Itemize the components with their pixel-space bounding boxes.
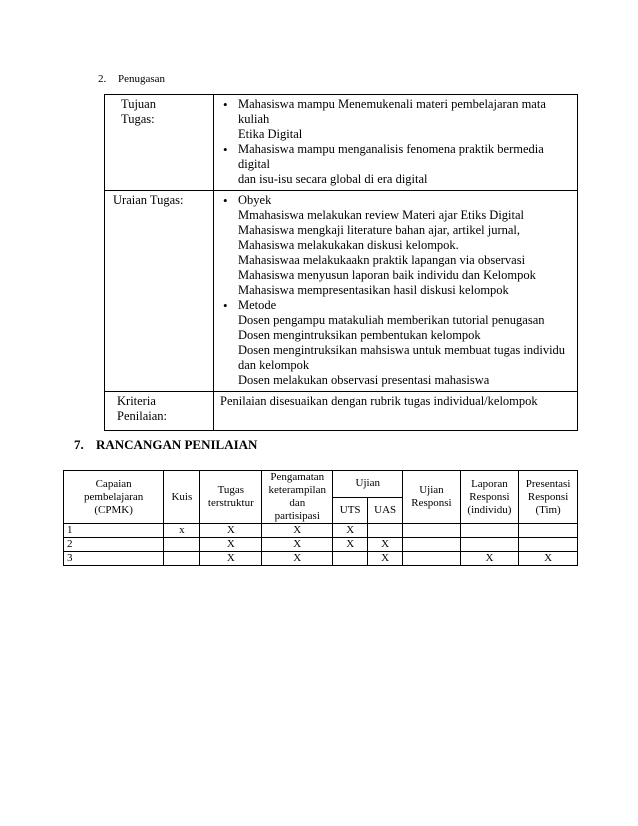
table-cell xyxy=(403,524,460,538)
table-cell xyxy=(519,524,578,538)
kriteria-row xyxy=(105,392,578,431)
header-uts: UTS xyxy=(333,497,368,524)
text-line: Dosen melakukan observasi presentasi mahasiswa xyxy=(238,373,490,387)
header-text: Tugas xyxy=(217,484,245,496)
section-number: 2. xyxy=(98,73,107,85)
tugas-table xyxy=(104,94,578,431)
table-cell: 2 xyxy=(64,538,164,552)
header-text: dan xyxy=(289,497,306,509)
tujuan-row xyxy=(105,95,578,191)
table-cell xyxy=(368,524,403,538)
header-text: Responsi xyxy=(469,490,510,503)
header-text: (individu) xyxy=(467,503,512,516)
table-cell: X xyxy=(519,552,578,566)
header-row xyxy=(64,471,578,498)
header-text: Responsi xyxy=(411,497,452,509)
uraian-label: Uraian Tugas: xyxy=(105,191,214,392)
table-row xyxy=(64,524,578,538)
header-text: Responsi xyxy=(527,490,569,503)
header-kuis: Kuis xyxy=(164,471,200,524)
tujuan-content xyxy=(214,95,578,191)
header-uas: UAS xyxy=(368,497,403,524)
tujuan-label-line2: Tugas: xyxy=(121,112,155,126)
header-text: Capaian xyxy=(95,477,132,490)
table-cell xyxy=(519,538,578,552)
header-pengamatan xyxy=(262,471,333,524)
kriteria-label-line1: Kriteria xyxy=(117,394,156,408)
list-item xyxy=(220,142,571,187)
text-line: Etika Digital xyxy=(238,127,303,141)
header-text: (Tim) xyxy=(535,503,561,516)
section-number: 7. xyxy=(74,437,84,452)
table-row xyxy=(64,552,578,566)
table-cell: X xyxy=(200,538,262,552)
header-tugas xyxy=(200,471,262,524)
header-text: terstruktur xyxy=(207,497,254,509)
uraian-content xyxy=(214,191,578,392)
table-row xyxy=(64,538,578,552)
header-ujian: Ujian xyxy=(333,471,403,498)
list-item xyxy=(220,97,571,142)
header-cpmk xyxy=(64,471,164,524)
table-cell: X xyxy=(200,552,262,566)
text-line: Mahasiswa menyusun laporan baik individu dan Kelompok xyxy=(238,268,536,282)
table-cell: X xyxy=(333,524,368,538)
text-line: • Mahasiswa mampu Menemukenali materi pembelajaran mata kuliah xyxy=(238,97,546,126)
kriteria-content: Penilaian disesuaikan dengan rubrik tugas individual/kelompok xyxy=(214,392,578,431)
obyek-title: • Obyek xyxy=(238,193,272,207)
table-cell xyxy=(164,552,200,566)
list-item-metode xyxy=(220,298,571,388)
section-title: RANCANGAN PENILAIAN xyxy=(96,437,258,452)
text-line: Dosen pengampu matakuliah memberikan tutorial penugasan xyxy=(238,313,545,327)
header-laporan xyxy=(460,471,519,524)
table-cell: X xyxy=(200,524,262,538)
table-cell xyxy=(333,552,368,566)
header-ujian-responsi xyxy=(403,471,460,524)
section-title: Penugasan xyxy=(118,73,166,85)
text-line: dan kelompok xyxy=(238,358,310,372)
header-text: partisipasi xyxy=(274,510,320,522)
text-line: dan isu-isu secara global di era digital xyxy=(238,172,428,186)
section-heading-penugasan xyxy=(98,73,165,85)
text-line: Dosen mengintruksikan pembentukan kelompok xyxy=(238,328,481,342)
table-cell: 3 xyxy=(64,552,164,566)
table-cell: X xyxy=(262,524,333,538)
table-cell: 1 xyxy=(64,524,164,538)
table-cell: X xyxy=(262,538,333,552)
table-cell xyxy=(460,524,519,538)
tujuan-label-line1: Tujuan xyxy=(121,97,156,111)
kriteria-label xyxy=(105,392,214,431)
table-cell: X xyxy=(368,552,403,566)
text-line: Mahasiswaa melakukaakn praktik lapangan via observasi xyxy=(238,253,526,267)
table-cell: X xyxy=(460,552,519,566)
header-text: keterampilan xyxy=(268,484,326,496)
table-cell xyxy=(164,538,200,552)
table-cell xyxy=(460,538,519,552)
table-cell: X xyxy=(368,538,403,552)
text-line: Mahasiswa mempresentasikan hasil diskusi kelompok xyxy=(238,283,509,297)
table-cell: X xyxy=(262,552,333,566)
uraian-row xyxy=(105,191,578,392)
tujuan-label xyxy=(105,95,214,191)
header-text: (CPMK) xyxy=(94,503,133,516)
penilaian-table xyxy=(63,470,578,566)
text-line: Dosen mengintruksikan mahsiswa untuk membuat tugas individu xyxy=(238,343,566,357)
kriteria-label-line2: Penilaian: xyxy=(117,409,167,423)
table-cell xyxy=(403,538,460,552)
table-cell: x xyxy=(164,524,200,538)
header-text: Pengamatan xyxy=(270,471,325,483)
text-line: Mahasiswa mengkaji literature bahan ajar, artikel jurnal, xyxy=(238,223,521,237)
header-text: Ujian xyxy=(419,484,444,496)
table-cell xyxy=(403,552,460,566)
header-presentasi xyxy=(519,471,578,524)
list-item-obyek xyxy=(220,193,571,298)
table-cell: X xyxy=(333,538,368,552)
text-line: Mahasiswa melakukakan diskusi kelompok. xyxy=(238,238,459,252)
header-text: pembelajaran xyxy=(84,490,144,503)
metode-title: • Metode xyxy=(238,298,277,312)
text-line: • Mahasiswa mampu menganalisis fenomena praktik bermedia digital xyxy=(238,142,544,171)
header-text: Laporan xyxy=(471,477,508,490)
header-text: Presentasi xyxy=(525,477,571,490)
section-heading-rancangan-penilaian xyxy=(74,437,257,453)
text-line: Mmahasiswa melakukan review Materi ajar Etiks Digital xyxy=(238,208,525,222)
